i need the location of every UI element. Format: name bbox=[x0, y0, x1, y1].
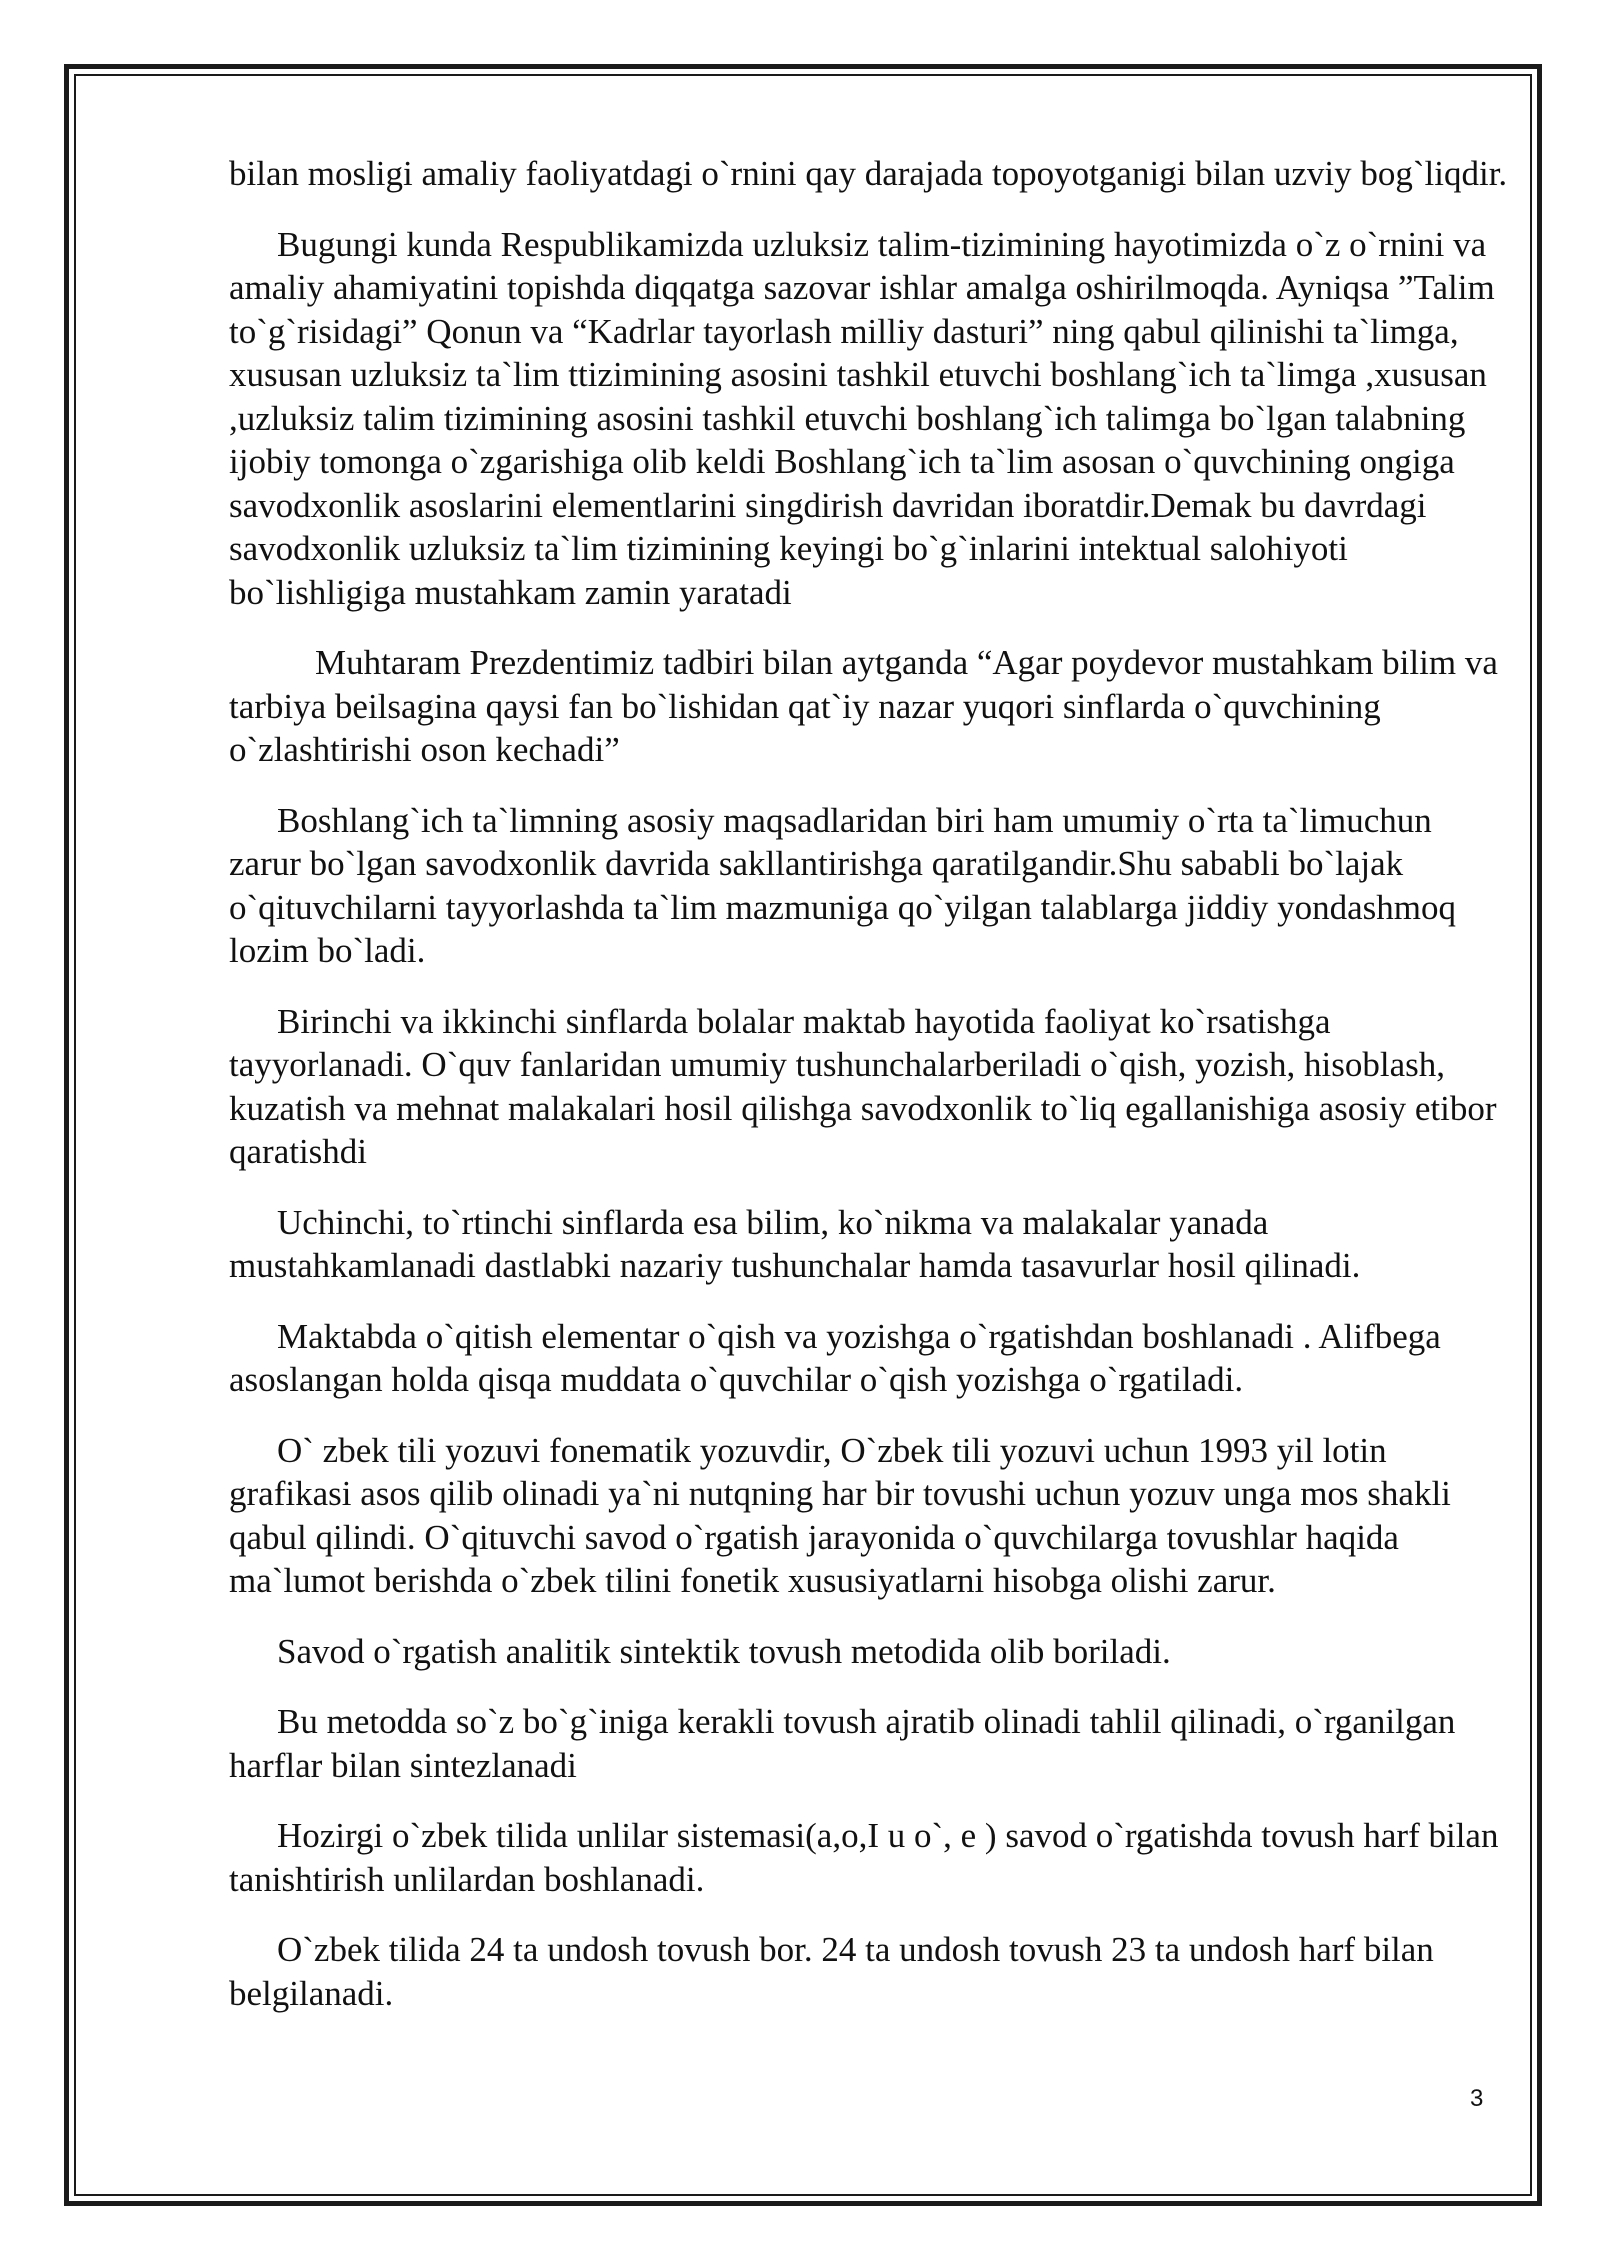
paragraph-8: O` zbek tili yozuvi fonematik yozuvdir, O`zbek tili yozuvi uchun 1993 yil lotin grafikasi asos qilib olinadi ya`ni nutqning har bir tovushi uchun yozuv unga mos shakli qabul qilindi. O`qituvchi savod o`rgatish jarayonida o`quvchilarga tovushlar haqida ma`lumot berishda o`zbek tilini fonetik xususiyatlarni hisobga olishi zarur. bbox=[229, 1430, 1451, 1600]
document-body bbox=[229, 152, 1509, 2042]
paragraph-12: O`zbek tilida 24 ta undosh tovush bor. 24 ta undosh tovush 23 ta undosh harf bilan belgilanadi. bbox=[229, 1930, 1434, 2013]
paragraph-10: Bu metodda so`z bo`g`iniga kerakli tovush ajratib olinadi tahlil qilinadi, o`rganilgan harflar bilan sintezlanadi bbox=[229, 1702, 1456, 1785]
page-number: 3 bbox=[1470, 2085, 1484, 2112]
paragraph-5: Birinchi va ikkinchi sinflarda bolalar maktab hayotida faoliyat ko`rsatishga tayyorlanadi. O`quv fanlaridan umumiy tushunchalarberiladi o`qish, yozish, hisoblash, kuzatish va mehnat malakalari hosil qilishga savodxonlik to`liq egallanishiga asosiy etibor qaratishdi bbox=[229, 1001, 1497, 1171]
paragraph-9: Savod o`rgatish analitik sintektik tovush metodida olib boriladi. bbox=[277, 1631, 1171, 1671]
paragraph-4: Boshlang`ich ta`limning asosiy maqsadlaridan biri ham umumiy o`rta ta`limuchun zarur bo`lgan savodxonlik davrida sakllantirishga qaratilgandir.Shu sababli bo`lajak o`qituvchilarni tayyorlashda ta`lim mazmuniga qo`yilgan talablarga jiddiy yondashmoq lozim bo`ladi. bbox=[229, 800, 1456, 970]
paragraph-3: Muhtaram Prezdentimiz tadbiri bilan aytganda “Agar poydevor mustahkam bilim va tarbiya beilsagina qaysi fan bo`lishidan qat`iy nazar yuqori sinflarda o`quvchining o`zlashtirishi oson kechadi” bbox=[229, 643, 1498, 769]
paragraph-2: Bugungi kunda Respublikamizda uzluksiz talim-tizimining hayotimizda o`z o`rnini va amaliy ahamiyatini topishda diqqatga sazovar ishlar amalga oshirilmoqda. Ayniqsa ”Talim to`g`risidagi” Qonun va “Kadrlar tayorlash milliy dasturi” ning qabul qilinishi ta`limga, xususan uzluksiz ta`lim ttizimining asosini tashkil etuvchi boshlang`ich ta`limga ,xususan ,uzluksiz talim tizimining asosini tashkil etuvchi boshlang`ich talimga bo`lgan talabning ijobiy tomonga o`zgarishiga olib keldi Boshlang`ich ta`lim asosan o`quvchining ongiga savodxonlik asoslarini elementlarini singdirish davridan iboratdir.Demak bu davrdagi savodxonlik uzluksiz ta`lim tizimining keyingi bo`g`inlarini intektual salohiyoti bo`lishligiga mustahkam zamin yaratadi bbox=[229, 224, 1495, 612]
paragraph-1: bilan mosligi amaliy faoliyatdagi o`rnini qay darajada topoyotganigi bilan uzviy bog`liqdir. bbox=[229, 154, 1508, 193]
paragraph-11: Hozirgi o`zbek tilida unlilar sistemasi(a,o,I u o`, e ) savod o`rgatishda tovush harf bilan tanishtirish unlilardan boshlanadi. bbox=[229, 1816, 1499, 1899]
paragraph-6: Uchinchi, to`rtinchi sinflarda esa bilim, ko`nikma va malakalar yanada mustahkamlanadi dastlabki nazariy tushunchalar hamda tasavurlar hosil qilinadi. bbox=[229, 1202, 1361, 1285]
paragraph-7: Maktabda o`qitish elementar o`qish va yozishga o`rgatishdan boshlanadi . Alifbega asoslangan holda qisqa muddata o`quvchilar o`qish yozishga o`rgatiladi. bbox=[229, 1316, 1441, 1399]
